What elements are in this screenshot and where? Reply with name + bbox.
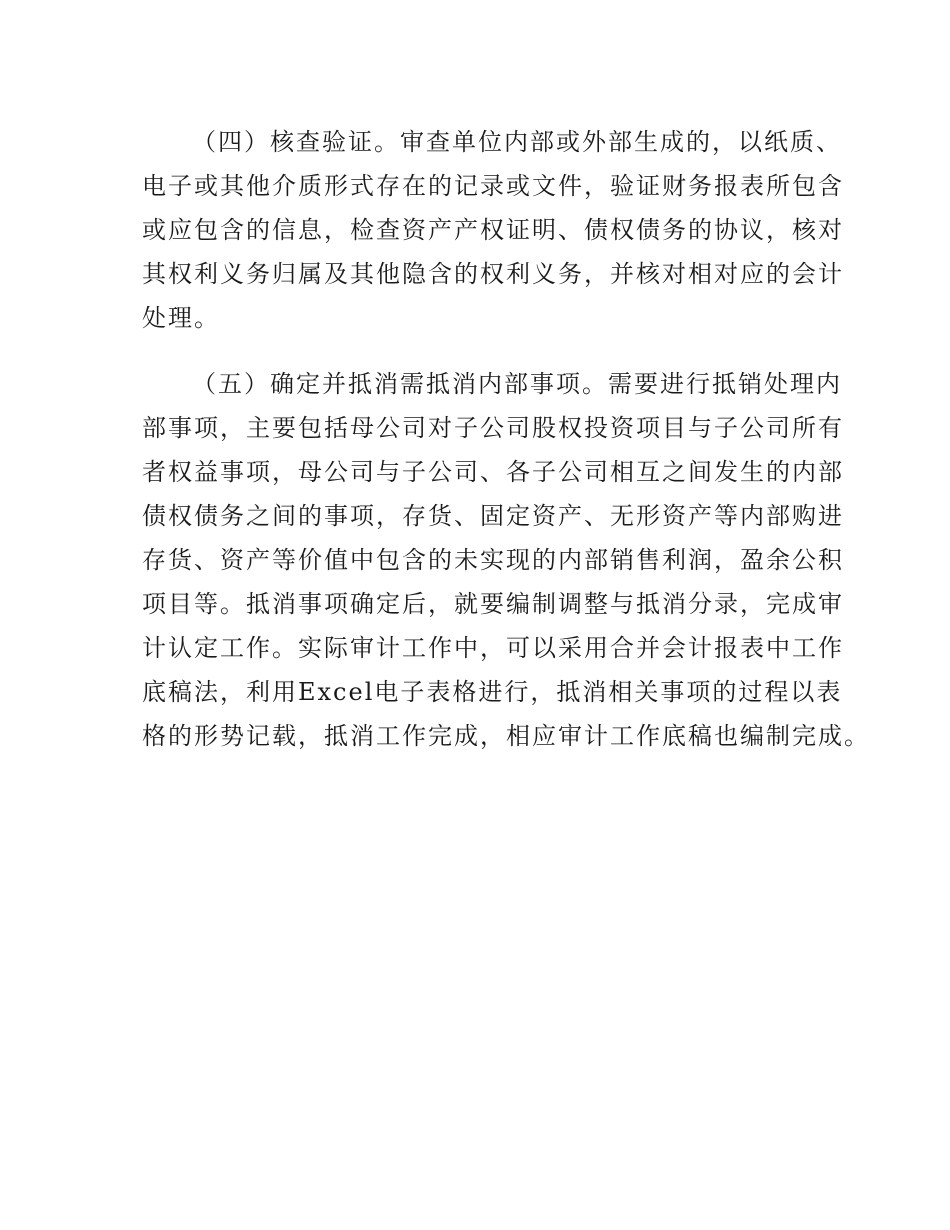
text-line: 债权债务之间的事项，存货、固定资产、无形资产等内部购进 <box>142 502 844 530</box>
text-line: 或应包含的信息，检查资产产权证明、债权债务的协议，核对 <box>142 216 844 244</box>
text-line: 其权利义务归属及其他隐含的权利义务，并核对相对应的会计 <box>142 260 844 288</box>
text-line: 计认定工作。实际审计工作中，可以采用合并会计报表中工作 <box>142 634 844 662</box>
document-body <box>142 120 870 758</box>
text-line: 者权益事项，母公司与子公司、各子公司相互之间发生的内部 <box>142 458 844 486</box>
paragraph-elimination <box>142 362 870 758</box>
text-line: 格的形势记载，抵消工作完成，相应审计工作底稿也编制完成。 <box>142 722 870 750</box>
text-line: 处理。 <box>142 304 220 332</box>
text-line: 部事项，主要包括母公司对子公司股权投资项目与子公司所有 <box>142 414 844 442</box>
paragraph-verification <box>142 120 844 340</box>
text-line: 项目等。抵消事项确定后，就要编制调整与抵消分录，完成审 <box>142 590 844 618</box>
text-line: （五）确定并抵消需抵消内部事项。需要进行抵销处理内 <box>192 370 842 398</box>
text-line: 电子或其他介质形式存在的记录或文件，验证财务报表所包含 <box>142 172 844 200</box>
text-line: 存货、资产等价值中包含的未实现的内部销售利润，盈余公积 <box>142 546 844 574</box>
text-line: （四）核查验证。审查单位内部或外部生成的，以纸质、 <box>192 128 842 156</box>
text-line: 底稿法，利用Excel电子表格进行，抵消相关事项的过程以表 <box>142 678 843 706</box>
